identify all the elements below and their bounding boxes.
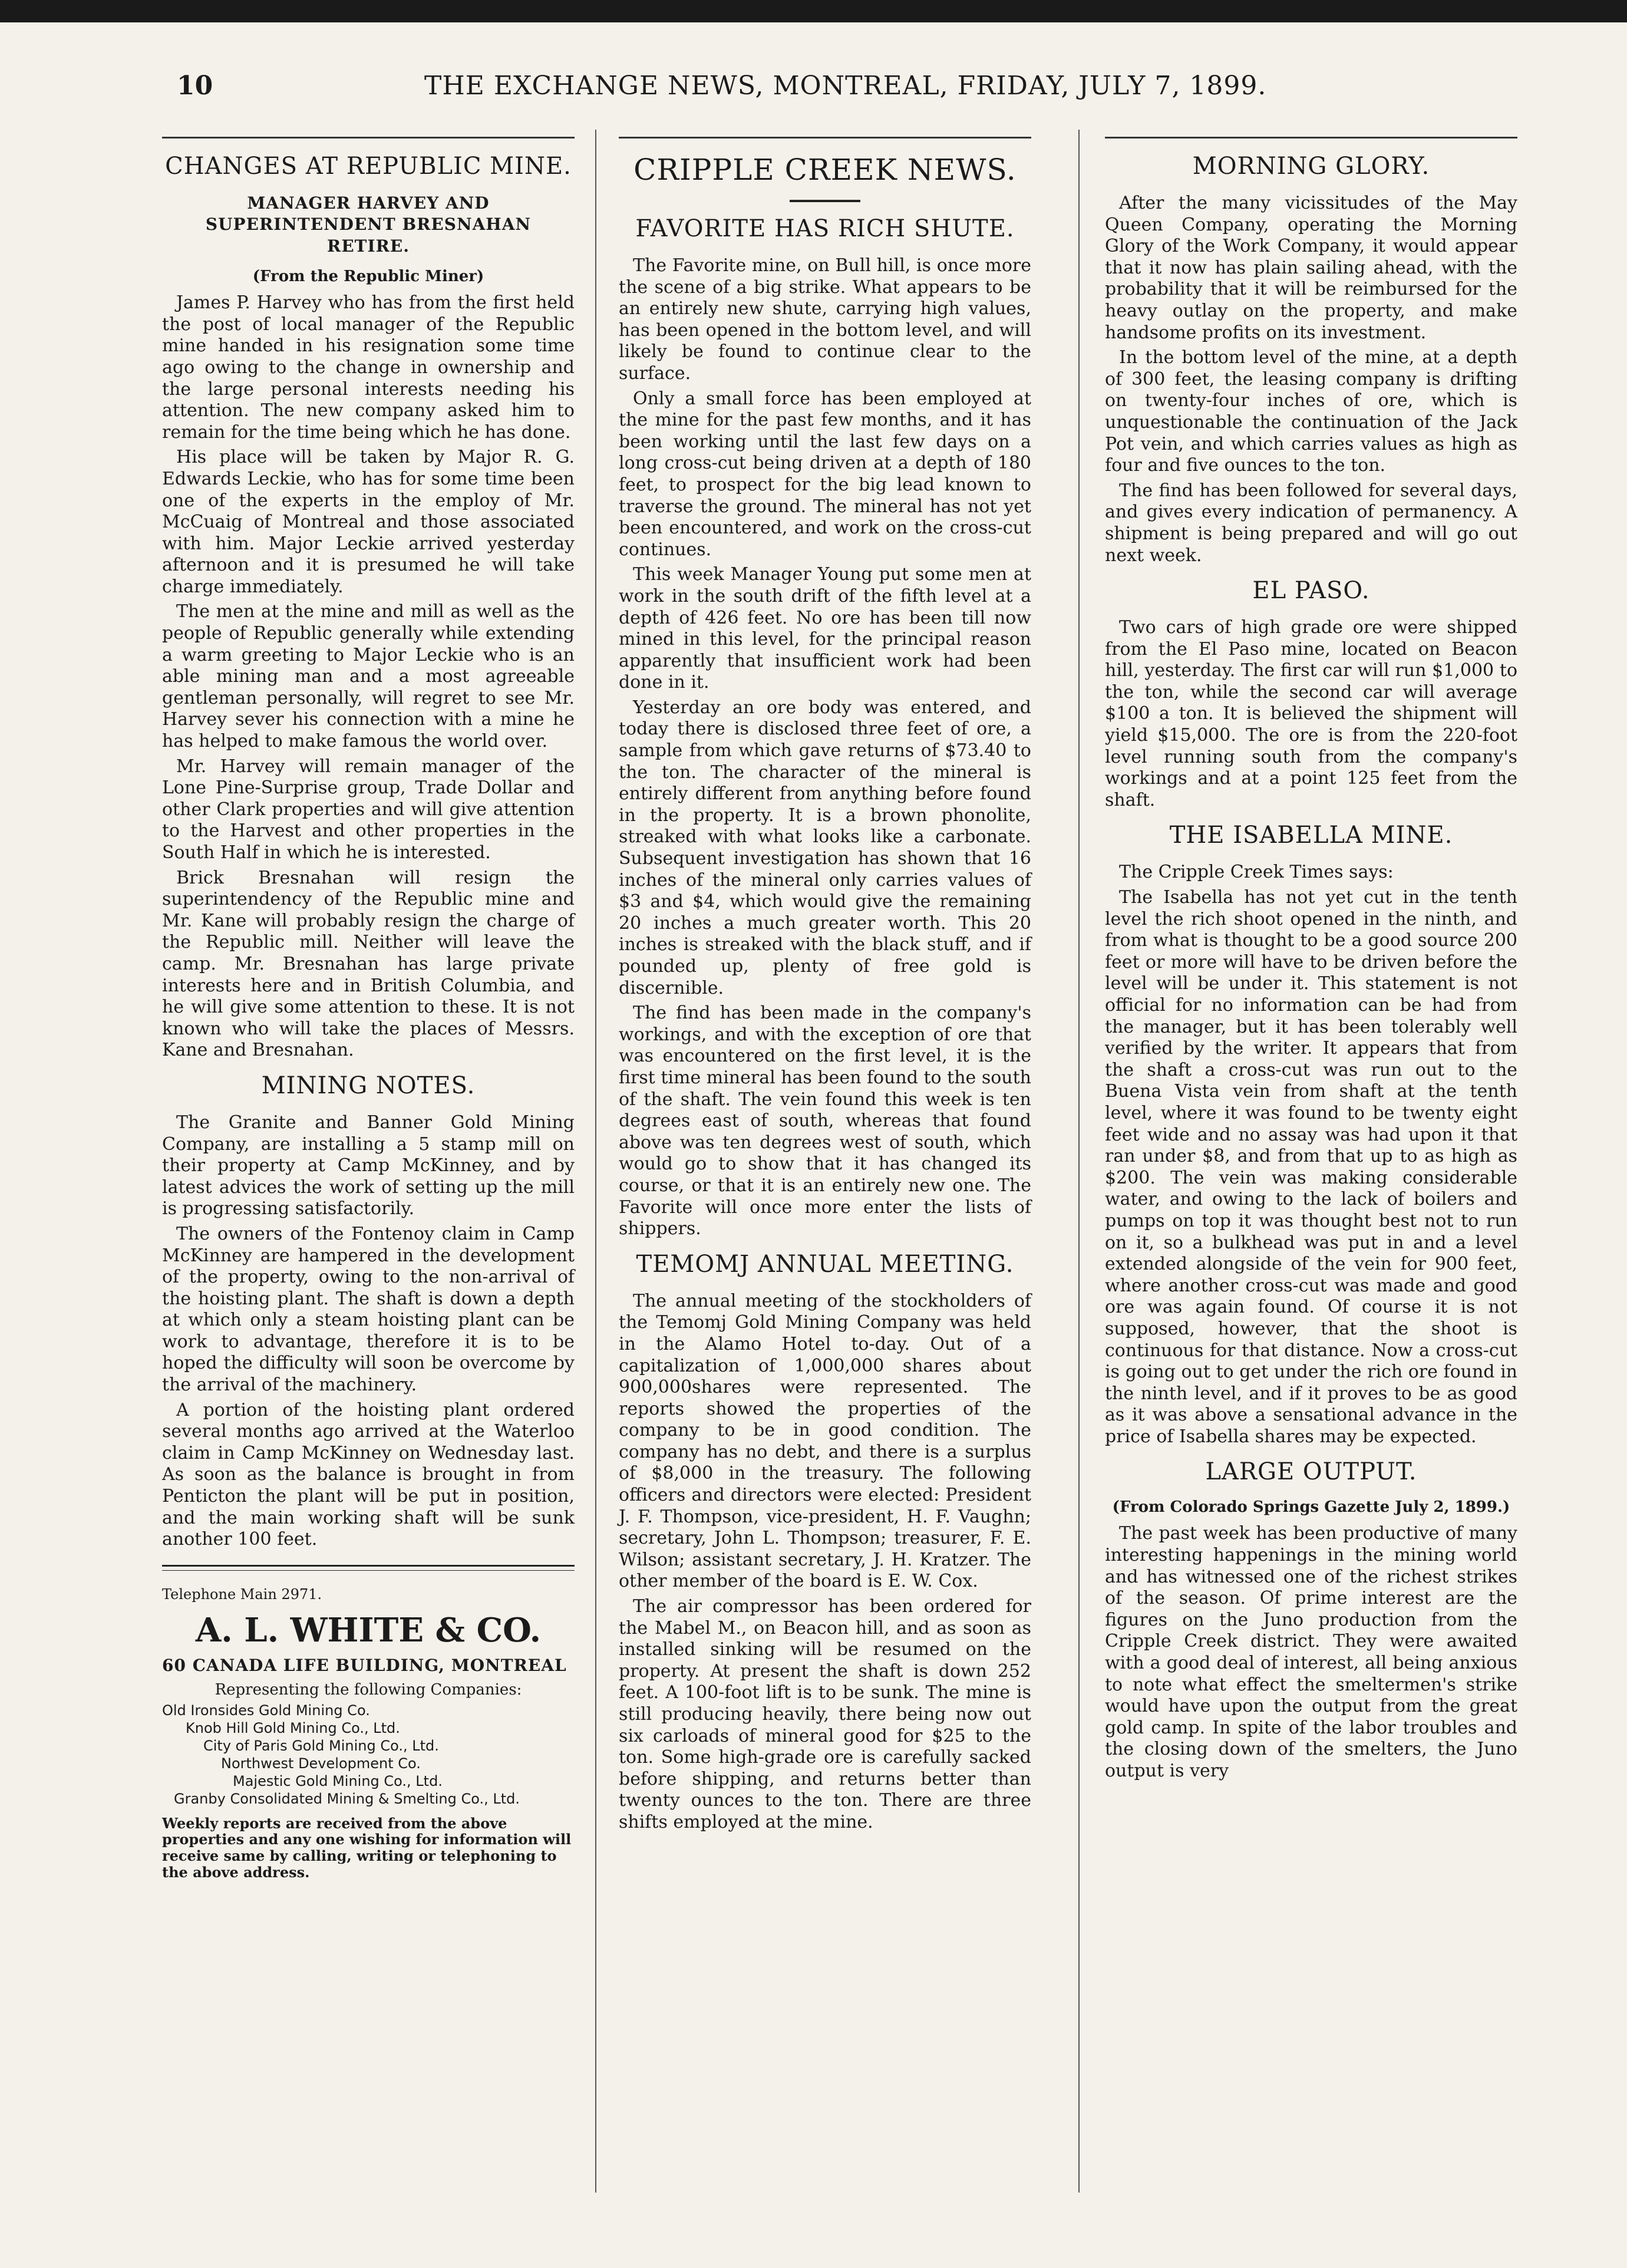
paragraph: The past week has been productive of many interesting happenings in the mining world and has witnessed one of the richest strikes of the season. Of prime interest are the figures on the Juno production from the Cripple Creek district. They were awaited with a good deal of interest, all being anxious to note what effect the smeltermen's strike would have upon the output from the great gold camp. In spite of the labor troubles and the closing down of the smelters, the Juno output is very	[1105, 1523, 1517, 1781]
article-headline: FAVORITE HAS RICH SHUTE.	[635, 215, 1015, 242]
ad-note: Weekly reports are received from the above properties and any one wishing for information will receive same by calling, writing or telephoning to the above address.	[162, 1814, 572, 1881]
column-1	[162, 137, 575, 1880]
article-headline: CHANGES AT REPUBLIC MINE.	[165, 153, 572, 180]
paragraph: The Favorite mine, on Bull hill, is once more the scene of a big strike. What appears to be an entirely new shute, carrying high values, has been opened in the bottom level, and will likely be found to continue clear to the surface.	[619, 255, 1031, 384]
paragraph: The owners of the Fontenoy claim in Camp McKinney are hampered in the development of the property, owing to the non-arrival of the hoisting plant. The shaft is down a depth at which only a steam hoisting plant can be work to advantage, therefore it is to be hoped the difficulty will soon be overcome by the arrival of the machinery.	[162, 1223, 575, 1396]
paragraph: The Isabella has not yet cut in the tenth level the rich shoot opened in the ninth, and from what is thought to be a good source 200 feet or more will have to be driven before the level will be under it. This statement is not official for no information can be had from the manager, but it has been tolerably well verified by the writer. It appears that from the shaft a cross-cut was run out to the Buena Vista vein from shaft at the tenth level, where it was found to be twenty eight feet wide and no assay was had upon it that ran under $8, and from that up to as high as $200. The vein was making considerable water, and owing to the lack of boilers and pumps on top it was thought best not to run on it, so a bulkhead was put in and a level extended alongside of the vein for 900 feet, where another cross-cut was made and good ore was again found. Of course it is not supposed, however, that the shoot is continuous for that distance. Now a cross-cut is going out to get under the rich ore found in the ninth level, and if it proves to be as good as it was above a sensational advance in the price of Isabella shares may be expected.	[1105, 887, 1517, 1447]
ad-company: Granby Consolidated Mining & Smelting Co., Ltd.	[174, 1790, 520, 1807]
paragraph: A portion of the hoisting plant ordered several months ago arrived at the Waterloo claim in Camp McKinney on Wednesday last. As soon as the balance is brought in from Penticton the plant will be put in position, and the main working shaft will be sunk another 100 feet.	[162, 1399, 575, 1550]
page-top-edge	[0, 0, 1627, 22]
masthead: THE EXCHANGE NEWS, MONTREAL, FRIDAY, JULY 7, 1899.	[424, 71, 1267, 101]
ad-company: Northwest Development Co.	[221, 1755, 421, 1772]
paragraph: The annual meeting of the stockholders of the Temomj Gold Mining Company was held in the Alamo Hotel to-day. Out of a capitalization of 1,000,000 shares about 900,000shares were represented. The reports showed the properties of the company to be in good condition. The company has no debt, and there is a surplus of $8,000 in the treasury. The following officers and directors were elected: President J. F. Thompson, vice-president, H. F. Vaughn; secretary, John L. Thompson; treasurer, F. E. Wilson; assistant secretary, J. H. Kratzer. The other member of the board is E. W. Cox.	[619, 1290, 1031, 1592]
article-source: (From the Republic Miner)	[252, 268, 484, 286]
section-headline: CRIPPLE CREEK NEWS.	[633, 153, 1017, 187]
paragraph: Two cars of high grade ore were shipped from the El Paso mine, located on Beacon hill, yesterday. The first car will run $1,000 to the ton, while the second car will average $100 a ton. It is believed the shipment will yield $15,000. The ore is from the 220-foot level running south from the company's workings and at a point 125 feet from the shaft.	[1105, 617, 1517, 810]
paragraph: The find has been made in the company's workings, and with the exception of ore that was encountered on the first level, it is the first time mineral has been found to the south of the shaft. The vein found this week is ten degrees east of south, whereas that found above was ten degrees west of south, which would go to show that it has changed its course, or that it is an entirely new one. The Favorite will once more enter the lists of shippers.	[619, 1003, 1031, 1240]
paragraph: The Granite and Banner Gold Mining Company, are installing a 5 stamp mill on their property at Camp McKinney, and by latest advices the work of setting up the mill is progressing satisfactorily.	[162, 1112, 575, 1219]
column-divider	[1078, 130, 1080, 2193]
paragraph: Brick Bresnahan will resign the superintendency of the Republic mine and Mr. Kane will probably resign the charge of the Republic mill. Neither will leave the camp. Mr. Bresnahan has large private interests here and in British Columbia, and he will give some attention to these. It is not known who will take the places of Messrs. Kane and Bresnahan.	[162, 867, 575, 1061]
paragraph: Only a small force has been employed at the mine for the past few months, and it has been working until the last few days on a long cross-cut being driven at a depth of 180 feet, to prospect for the big lead known to traverse the ground. The mineral has not yet been encountered, and work on the cross-cut continues.	[619, 388, 1031, 560]
rule	[790, 200, 860, 202]
column-top-rule	[1105, 137, 1517, 139]
column-2	[619, 137, 1031, 1837]
paragraph: This week Manager Young put some men at work in the south drift of the fifth level at a depth of 426 feet. No ore has been till now mined in this level, for the principal reason apparently that insufficient work had been done in it.	[619, 564, 1031, 693]
article-subhead: MANAGER HARVEY AND SUPERINTENDENT BRESNAHAN RETIRE.	[205, 193, 532, 256]
article-headline: MORNING GLORY.	[1192, 153, 1430, 180]
page-number: 10	[177, 71, 213, 101]
article-headline: THE ISABELLA MINE.	[1169, 822, 1453, 849]
ad-address: 60 CANADA LIFE BUILDING, MONTREAL	[162, 1655, 567, 1675]
page-header	[177, 66, 1520, 107]
advertisement	[162, 1586, 575, 1880]
ad-company: City of Paris Gold Mining Co., Ltd.	[203, 1737, 439, 1754]
rule	[162, 1565, 575, 1567]
paragraph: The Cripple Creek Times says:	[1119, 862, 1394, 883]
paragraph: Yesterday an ore body was entered, and today there is disclosed three feet of ore, a sample from which gave returns of $73.40 to the ton. The character of the mineral is entirely different from anything before found in the property. It is a brown phonolite, streaked with what looks like a carbonate. Subsequent investigation has shown that 16 inches of the mineral only carries values of $3 and $4, which would give the remaining 20 inches a much greater worth. This 20 inches is streaked with the black stuff, and if pounded up, plenty of free gold is discernible.	[619, 697, 1031, 998]
ad-representing: Representing the following Companies:	[214, 1680, 522, 1699]
column-top-rule	[619, 137, 1031, 139]
article-headline: TEMOMJ ANNUAL MEETING.	[636, 1250, 1014, 1278]
article-headline: EL PASO.	[1252, 577, 1370, 605]
ad-company: Knob Hill Gold Mining Co., Ltd.	[186, 1719, 400, 1736]
column-3	[1105, 137, 1517, 1786]
paragraph: James P. Harvey who has from the first held the post of local manager of the Republic mine handed in his resignation some time ago owing to the change in ownership and the large personal interests needing his attention. The new company asked him to remain for the time being which he has done.	[162, 292, 575, 443]
paragraph: The men at the mine and mill as well as the people of Republic generally while extending a warm greeting to Major Leckie who is an able mining man and a most agreeable gentleman personally, will regret to see Mr. Harvey sever his connection with a mine he has helped to make famous the world over.	[162, 601, 575, 752]
article-source: (From Colorado Springs Gazette July 2, 1899.)	[1112, 1498, 1510, 1517]
ad-telephone: Telephone Main 2971.	[162, 1585, 322, 1603]
column-top-rule	[162, 137, 575, 139]
paragraph: The find has been followed for several days, and gives every indication of permanency. A shipment is being prepared and will go out next week.	[1105, 480, 1517, 566]
ad-company: Majestic Gold Mining Co., Ltd.	[233, 1772, 443, 1789]
paragraph: The air compressor has been ordered for the Mabel M., on Beacon hill, and as soon as installed sinking will be resumed on the property. At present the shaft is down 252 feet. A 100-foot lift is to be sunk. The mine is still producing heavily, there being now out six carloads of mineral good for $25 to the ton. Some high-grade ore is carefully sacked before shipping, and returns better than twenty ounces to the ton. There are three shifts employed at the mine.	[619, 1596, 1031, 1832]
paragraph: After the many vicissitudes of the May Queen Company, operating the Morning Glory of the Work Company, it would appear that it now has plain sailing ahead, with the probability that it will be reimbursed for the heavy outlay on the property, and make handsome profits on its investment.	[1105, 193, 1517, 343]
paragraph: In the bottom level of the mine, at a depth of 300 feet, the leasing company is drifting on twenty-four inches of ore, which is unquestionable the continuation of the Jack Pot vein, and which carries values as high as four and five ounces to the ton.	[1105, 347, 1517, 476]
rule	[162, 1570, 575, 1571]
article-headline: MINING NOTES.	[261, 1072, 476, 1099]
column-divider	[595, 130, 596, 2193]
ad-company: Old Ironsides Gold Mining Co.	[162, 1702, 370, 1719]
paragraph: Mr. Harvey will remain manager of the Lone Pine-Surprise group, Trade Dollar and other Clark properties and will give attention to the Harvest and other properties in the South Half in which he is interested.	[162, 756, 575, 863]
article-headline: LARGE OUTPUT.	[1205, 1458, 1417, 1486]
ad-firm-name: A. L. WHITE & CO.	[195, 1610, 542, 1650]
paragraph: His place will be taken by Major R. G. Edwards Leckie, who has for some time been one of the experts in the employ of Mr. McCuaig of Montreal and those associated with him. Major Leckie arrived yesterday afternoon and it is presumed he will take charge immediately.	[162, 447, 575, 597]
